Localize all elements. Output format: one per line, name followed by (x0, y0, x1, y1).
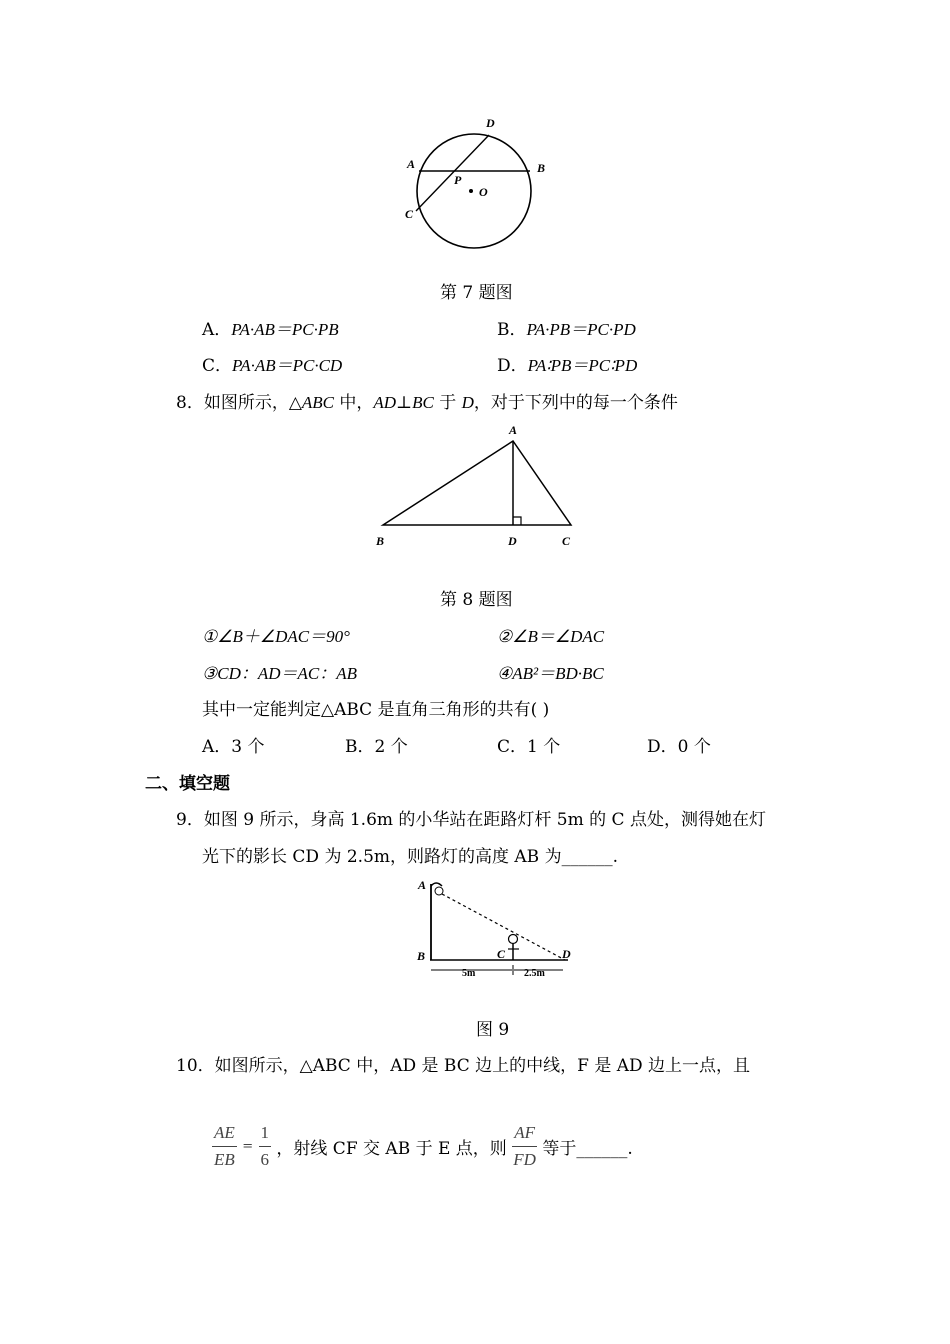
dist-5m: 5m (462, 968, 476, 979)
person-head-icon (509, 935, 518, 944)
pt-d: D (562, 947, 571, 961)
pt-a: A (418, 878, 427, 892)
q8-condition-4: ④AB²＝BD·BC (497, 664, 604, 683)
pt-b: B (537, 161, 546, 175)
lamp-bulb-icon (435, 887, 443, 895)
dist-2-5m: 2.5m (524, 968, 545, 979)
pt-a: A (407, 157, 416, 171)
q8-choice-c: C．1 个 (497, 737, 561, 757)
pt-c: C (405, 207, 414, 221)
pt-c: C (497, 947, 506, 961)
q7-option-a: A．PA·AB＝PC·PB (202, 320, 339, 340)
pt-d: D (486, 116, 495, 130)
q7-caption: 第 7 题图 (440, 283, 513, 303)
q10-line-2: $\frac{AE}{EB}$ = $\frac{1}{6}$ ，射线 CF 交 AB 于 E 点，则 $\frac{AF}{FD}$ 等于______. (212, 1120, 633, 1173)
q8-stem: 8．如图所示，△ABC 中，AD⊥BC 于 D，对于下列中的每一个条件 (176, 393, 678, 413)
fraction-af-fd: $\frac{AF}{FD}$ (512, 1120, 537, 1173)
q8-choice-a: A．3 个 (202, 737, 265, 757)
q9-caption: 图 9 (476, 1020, 510, 1040)
lamp-head (431, 883, 442, 886)
q9-lamp-figure (410, 872, 585, 982)
q8-triangle-figure (370, 418, 585, 553)
pt-b: B (376, 534, 385, 548)
pt-d: D (508, 534, 517, 548)
q7-circle-figure (395, 108, 555, 258)
fraction-ae-eb: $\frac{AE}{EB}$ (212, 1120, 237, 1173)
pt-c: C (562, 534, 571, 548)
q10-line-1: 10．如图所示，△ABC 中，AD 是 BC 边上的中线，F 是 AD 边上一点，且 (176, 1056, 751, 1076)
q9-line-2: 光下的影长 CD 为 2.5m，则路灯的高度 AB 为______. (202, 847, 618, 867)
q8-condition-1: ①∠B＋∠DAC＝90° (202, 627, 350, 646)
q7-option-c: C．PA·AB＝PC·CD (202, 356, 343, 376)
chord-cd (416, 135, 489, 211)
pt-o: O (479, 185, 488, 199)
q9-line-1: 9．如图 9 所示，身高 1.6m 的小华站在距路灯杆 5m 的 C 点处，测得她在灯 (176, 810, 766, 830)
right-angle-mark (513, 517, 521, 525)
center-dot (469, 189, 473, 193)
q8-choice-b: B．2 个 (345, 737, 408, 757)
q7-option-d: D．PA∶PB＝PC∶PD (497, 356, 638, 376)
pt-b: B (417, 949, 426, 963)
pt-a: A (509, 423, 518, 437)
section-title: 二、填空题 (145, 774, 230, 794)
q8-choice-d: D．0 个 (647, 737, 711, 757)
fraction-1-6: $\frac{1}{6}$ (259, 1120, 272, 1173)
q8-condition-3: ③CD：AD＝AC：AB (202, 664, 358, 683)
q8-condition-2: ②∠B＝∠DAC (497, 627, 605, 646)
q8-caption: 第 8 题图 (440, 590, 513, 610)
q8-question: 其中一定能判定△ABC 是直角三角形的共有( ) (202, 700, 550, 720)
pt-p: P (454, 173, 462, 187)
triangle-abc (383, 441, 571, 525)
q7-option-b: B．PA·PB＝PC·PD (497, 320, 636, 340)
